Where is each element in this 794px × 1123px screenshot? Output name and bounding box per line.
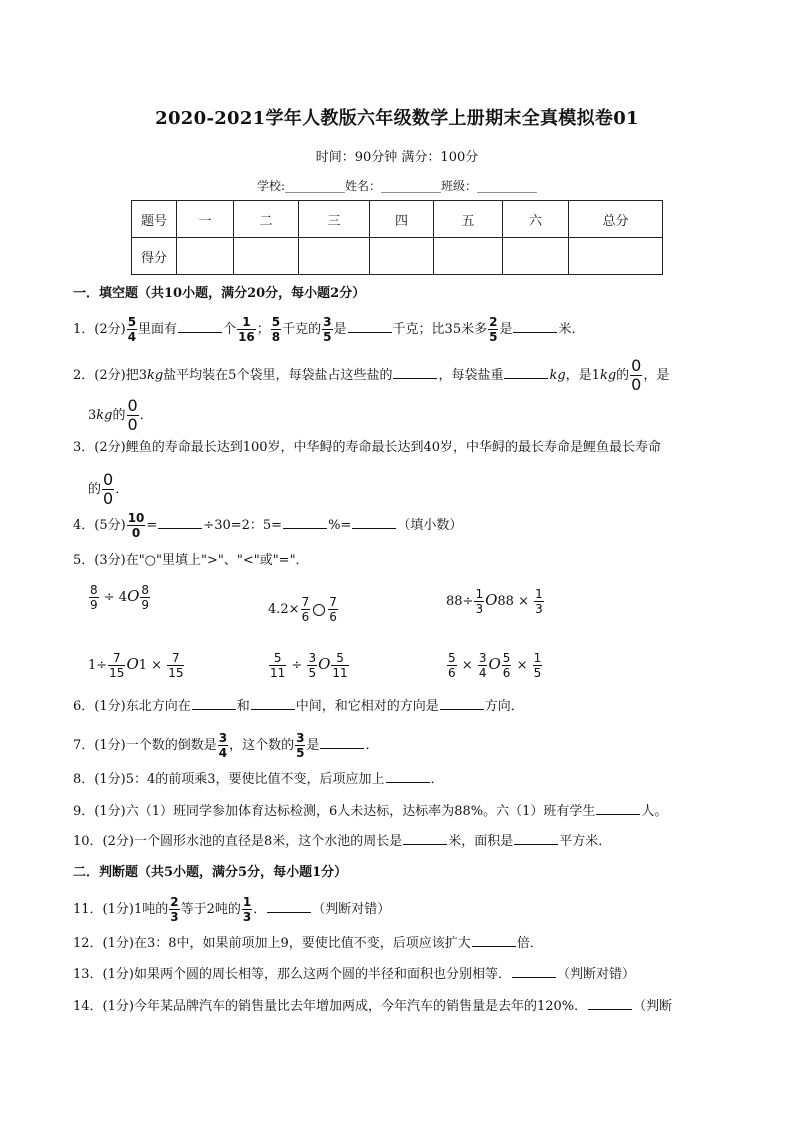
question-number: 7．(1分) xyxy=(73,738,126,753)
fraction: $\frac{5}{6}$ xyxy=(448,651,456,680)
exam-time-score: 时间：90分钟 满分：100分 xyxy=(315,150,479,165)
fraction: $\frac{3}{5}$ xyxy=(296,731,305,760)
score-cell[interactable] xyxy=(370,238,434,275)
answer-blank[interactable] xyxy=(352,514,396,529)
fraction: $\frac{5}{11}$ xyxy=(270,651,286,680)
fraction: $\frac{5}{8}$ xyxy=(271,315,281,344)
answer-blank[interactable] xyxy=(178,318,222,333)
question-8: 8．(1分)5：4的前项乘3，要使比值不变，后项应加上 ． xyxy=(73,768,444,791)
fraction: $\frac{7}{6}$ xyxy=(301,595,310,624)
question-11: 11．(1分)1吨的 $\frac{2}{3}$ 等于2吨的 $\frac{1}{3}$ ． （判断对错） xyxy=(73,895,391,924)
fraction: $\frac{1}{3}$ xyxy=(475,587,484,616)
answer-blank[interactable] xyxy=(596,800,640,815)
answer-blank[interactable] xyxy=(393,364,437,379)
compare-circle[interactable]: O xyxy=(318,655,331,673)
question-5: 5．(3分)在"○"里填上">"、"<"或"="． xyxy=(73,553,309,568)
section-1-title: 一．填空题（共10小题，满分20分，每小题2分） xyxy=(73,286,366,301)
question-number: 8．(1分) xyxy=(73,772,126,787)
score-table-score-row xyxy=(132,238,663,275)
question-4: 4．(5分) $\frac{10}{0}$ = ÷30=2：5= %= （填小数） xyxy=(73,511,463,540)
question-3: 3．(2分)鲤鱼的寿命最长达到100岁，中华鲟的寿命最长达到40岁，中华鲟的最长寿命是鲤鱼最长寿命 xyxy=(73,440,662,455)
table-cell: 五 xyxy=(434,201,503,238)
question-number: 11．(1分) xyxy=(73,902,134,917)
score-cell[interactable] xyxy=(234,238,299,275)
question-13: 13．(1分)如果两个圆的周长相等，那么这两个圆的半径和面积也分别相等． （判断对错） xyxy=(73,963,635,986)
answer-blank[interactable] xyxy=(251,695,295,710)
answer-blank[interactable] xyxy=(512,963,556,978)
compare-circle[interactable]: O xyxy=(126,655,139,673)
question-14: 14．(1分)今年某品牌汽车的销售量比去年增加两成，今年汽车的销售量是去年的120%． （判断 xyxy=(73,995,672,1018)
question-number: 6．(1分) xyxy=(73,699,126,714)
score-cell[interactable] xyxy=(177,238,234,275)
question-9: 9．(1分)六（1）班同学参加体育达标检测，6人未达标，达标率为88%。六（1）班有学生 人。 xyxy=(73,800,667,823)
fraction: $\frac{2}{5}$ xyxy=(489,315,498,344)
comparison-item-2: 4.2× $\frac{7}{6}$ $\frac{7}{6}$ xyxy=(268,595,337,624)
question-number: 10．(2分) xyxy=(73,834,134,849)
table-cell: 一 xyxy=(177,201,234,238)
student-info-line: 学校:__________姓名：__________班级：__________ xyxy=(256,179,538,193)
question-1: 1．(2分) $\frac{5}{4}$ 里面有 个 $\frac{1}{16}$ ； $\frac{5}{8}$ 千克的 $\frac{3}{5}$ 是 千克；比35米多 $\frac{2}{5}$ 是 米． xyxy=(73,315,585,344)
fraction: $\frac{7}{6}$ xyxy=(329,595,337,624)
fraction: $\frac{1}{3}$ xyxy=(242,895,252,924)
question-6: 6．(1分)东北方向在 和 中间，和它相对的方向是 方向． xyxy=(73,695,524,718)
question-7: 7．(1分)一个数的倒数是 $\frac{3}{4}$ ，这个数的 $\frac{3}{5}$ 是 ． xyxy=(73,731,379,760)
answer-blank[interactable] xyxy=(386,768,430,783)
table-cell: 四 xyxy=(370,201,434,238)
answer-blank[interactable] xyxy=(348,318,392,333)
score-cell[interactable] xyxy=(434,238,503,275)
score-table xyxy=(131,200,663,275)
fraction: $\frac{3}{4}$ xyxy=(218,731,228,760)
table-cell: 六 xyxy=(503,201,569,238)
fraction: $\frac{5}{4}$ xyxy=(127,315,137,344)
answer-blank[interactable] xyxy=(320,734,364,749)
question-number: 2．(2分) xyxy=(73,368,126,383)
comparison-item-3: 88÷ $\frac{1}{3}$ O88 × $\frac{1}{3}$ xyxy=(446,587,543,616)
compare-circle[interactable]: O xyxy=(127,587,140,605)
answer-blank[interactable] xyxy=(472,932,516,947)
question-number: 14．(1分) xyxy=(73,999,134,1014)
score-cell[interactable] xyxy=(503,238,569,275)
answer-blank[interactable] xyxy=(158,514,202,529)
score-table-header-row xyxy=(132,201,663,238)
table-cell: 三 xyxy=(299,201,370,238)
table-cell: 得分 xyxy=(132,238,177,275)
question-number: 9．(1分) xyxy=(73,804,126,819)
fraction: $\frac{7}{15}$ xyxy=(168,651,184,680)
answer-blank[interactable] xyxy=(283,514,327,529)
table-cell: 题号 xyxy=(132,201,177,238)
score-cell[interactable] xyxy=(299,238,370,275)
question-number: 1．(2分) xyxy=(73,322,126,337)
table-cell: 二 xyxy=(234,201,299,238)
question-number: 3．(2分) xyxy=(73,440,126,455)
section-2-title: 二．判断题（共5小题，满分5分，每小题1分） xyxy=(73,865,348,880)
answer-blank[interactable] xyxy=(514,830,558,845)
compare-circle[interactable]: O xyxy=(488,655,501,673)
answer-blank[interactable] xyxy=(192,695,236,710)
question-number: 12．(1分) xyxy=(73,936,134,951)
fraction: $\frac{1}{5}$ xyxy=(533,651,542,680)
compare-circle[interactable]: O xyxy=(485,591,498,609)
fraction: $\frac{8}{9}$ xyxy=(90,583,98,612)
fraction-blank[interactable]: $\frac{0}{0}$ xyxy=(631,356,642,394)
question-number: 4．(5分) xyxy=(73,518,126,533)
fraction: $\frac{8}{9}$ xyxy=(141,583,150,612)
fraction-blank[interactable]: $\frac{0}{0}$ xyxy=(103,470,114,508)
table-cell: 总分 xyxy=(569,201,663,238)
question-12: 12．(1分)在3：8中，如果前项加上9，要使比值不变，后项应该扩大 倍． xyxy=(73,932,543,955)
fraction: $\frac{3}{5}$ xyxy=(308,651,317,680)
fraction: $\frac{1}{16}$ xyxy=(238,315,255,344)
compare-circle[interactable] xyxy=(313,604,325,616)
comparison-item-6: $\frac{5}{6}$ × $\frac{3}{4}$ O $\frac{5}{6}$ × $\frac{1}{5}$ xyxy=(448,651,542,680)
answer-blank[interactable] xyxy=(504,364,548,379)
fraction-blank[interactable]: $\frac{0}{0}$ xyxy=(127,396,138,434)
fraction: $\frac{1}{3}$ xyxy=(535,587,543,616)
fraction: $\frac{7}{15}$ xyxy=(109,651,125,680)
question-number: 5．(3分) xyxy=(73,553,126,568)
fraction: $\frac{3}{5}$ xyxy=(323,315,332,344)
answer-blank[interactable] xyxy=(440,695,484,710)
score-cell[interactable] xyxy=(569,238,663,275)
exam-title: 2020-2021学年人教版六年级数学上册期末全真模拟卷01 xyxy=(155,108,639,129)
answer-blank[interactable] xyxy=(513,318,557,333)
answer-blank[interactable] xyxy=(267,898,311,913)
question-2-cont: 3kg的 $\frac{0}{0}$ ． xyxy=(88,396,153,434)
question-10: 10．(2分)一个圆形水池的直径是8米，这个水池的周长是 米，面积是 平方米． xyxy=(73,830,611,853)
answer-blank[interactable] xyxy=(588,995,632,1010)
comparison-item-4: 1÷ $\frac{7}{15}$ O1 × $\frac{7}{15}$ xyxy=(88,651,184,680)
fraction: $\frac{2}{3}$ xyxy=(170,895,179,924)
fraction: $\frac{5}{6}$ xyxy=(502,651,511,680)
answer-blank[interactable] xyxy=(403,830,447,845)
fraction-blank[interactable]: $\frac{10}{0}$ xyxy=(127,511,145,540)
comparison-item-5: $\frac{5}{11}$ ÷ $\frac{3}{5}$ O $\frac{5}{11}$ xyxy=(270,651,348,680)
fraction: $\frac{3}{4}$ xyxy=(478,651,487,680)
question-number: 13．(1分) xyxy=(73,967,134,982)
fraction: $\frac{5}{11}$ xyxy=(332,651,348,680)
question-3-cont: 的 $\frac{0}{0}$ ． xyxy=(88,470,129,508)
question-2: 2．(2分)把3kg盐平均装在5个袋里，每袋盐占这些盐的 ，每袋盐重 kg，是1kg的 $\frac{0}{0}$ ，是 xyxy=(73,356,670,394)
comparison-item-1: $\frac{8}{9}$ ÷ 4O $\frac{8}{9}$ xyxy=(90,583,150,612)
